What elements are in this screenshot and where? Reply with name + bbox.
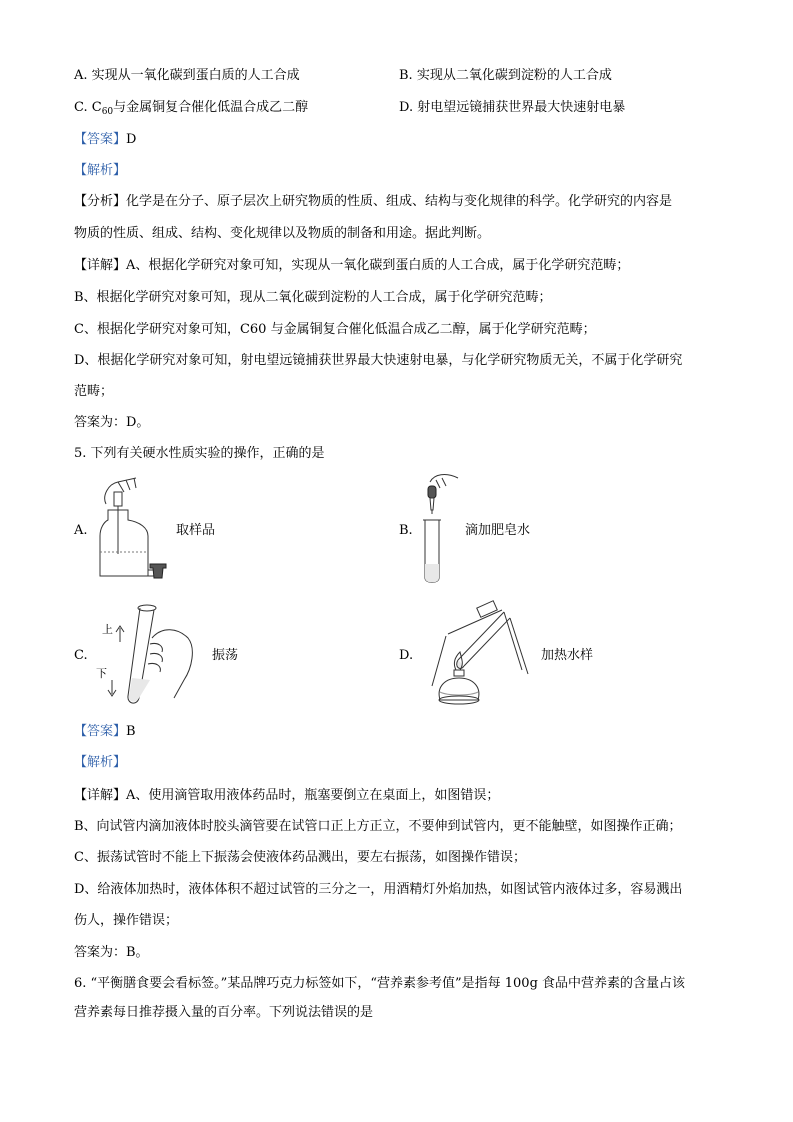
q5-option-b-letter: B. <box>399 523 413 538</box>
q5-option-c-letter: C. <box>74 648 88 663</box>
q4-option-c-suffix: 与金属铜复合催化低温合成乙二醇 <box>113 100 309 115</box>
q5-detail-d-line1: D、给液体加热时，液体体积不超过试管的三分之一，用酒精灯外焰加热，如图试管内液体过多，容易溅出 <box>74 882 683 897</box>
q5-answer-tag: 【答案】 <box>74 724 127 739</box>
q4-detail-tag: 【详解】 <box>74 258 127 273</box>
q4-detail-c: C、根据化学研究对象可知，C60 与金属铜复合催化低温合成乙二醇，属于化学研究范畴； <box>74 322 596 337</box>
arrow-down-label: 下 <box>96 667 107 680</box>
hand-shaking-test-tube-figure <box>92 598 202 710</box>
q5-detail-d-line2: 伤人，操作错误； <box>74 913 179 928</box>
q4-option-c-subscript: 60 <box>101 107 114 117</box>
q5-option-c-label: 振荡 <box>212 648 239 663</box>
q4-fenxi-tag: 【分析】 <box>74 194 127 209</box>
q4-option-b: B. 实现从二氧化碳到淀粉的人工合成 <box>399 68 612 83</box>
q4-detail-d-line1: D、根据化学研究对象可知，射电望远镜捕获世界最大快速射电暴，与化学研究物质无关，不属于化学研究 <box>74 353 683 368</box>
q5-detail-a <box>74 786 499 806</box>
q6-line1: 6. “平衡膳食要会看标签。”某品牌巧克力标签如下，“营养素参考值”是指每 100g 食品中营养素的含量占该 <box>74 976 686 991</box>
q4-detail-a-text: A、根据化学研究对象可知，实现从一氧化碳到蛋白质的人工合成，属于化学研究范畴； <box>126 258 630 273</box>
q4-detail-b: B、根据化学研究对象可知，现从二氧化碳到淀粉的人工合成，属于化学研究范畴； <box>74 290 552 305</box>
q5-option-d-label: 加热水样 <box>541 648 594 663</box>
bottle-stopper-icon <box>148 562 168 580</box>
q5-option-a-label: 取样品 <box>176 523 216 538</box>
q5-detail-b: B、向试管内滴加液体时胶头滴管要在试管口正上方正立，不要伸到试管内，更不能触壁，如图操作正确； <box>74 819 682 834</box>
q5-stem: 5. 下列有关硬水性质实验的操作，正确的是 <box>74 446 325 461</box>
q5-detail-a-text: A、使用滴管取用液体药品时，瓶塞要倒立在桌面上，如图错误； <box>126 788 500 803</box>
q4-option-c <box>74 98 308 122</box>
test-tube-dropper-icon <box>416 470 464 586</box>
q4-option-a: A. 实现从一氧化碳到蛋白质的人工合成 <box>74 68 300 83</box>
arrow-up-label: 上 <box>102 623 113 636</box>
q5-option-b-label: 滴加肥皂水 <box>465 523 531 538</box>
q5-option-a-letter: A. <box>74 523 88 538</box>
q4-answer <box>74 130 136 150</box>
q4-detail-a <box>74 256 629 276</box>
q5-detail-c: C、振荡试管时不能上下振荡会使液体药品溅出，要左右振荡，如图操作错误； <box>74 850 526 865</box>
q4-answer-tag: 【答案】 <box>74 132 127 147</box>
q4-fenxi-line2: 物质的性质、组成、结构、变化规律以及物质的制备和用途。据此判断。 <box>74 226 491 241</box>
q4-fenxi <box>74 192 672 212</box>
q5-analysis-tag: 【解析】 <box>74 755 127 770</box>
q4-option-c-prefix: C. C <box>74 100 102 115</box>
heating-test-tube-figure <box>418 600 538 712</box>
dropper-over-test-tube-figure <box>416 470 464 586</box>
alcohol-lamp-test-tube-icon <box>418 600 538 712</box>
q4-detail-d-line2: 范畴； <box>74 384 114 399</box>
q5-answer-value: B <box>126 724 136 739</box>
q6-line2: 营养素每日推荐摄入量的百分率。下列说法错误的是 <box>74 1005 374 1020</box>
q5-final-answer: 答案为：B。 <box>74 945 149 960</box>
q4-final-answer: 答案为：D。 <box>74 415 150 430</box>
q4-option-d: D. 射电望远镜捕获世界最大快速射电暴 <box>399 100 626 115</box>
q5-answer <box>74 722 136 742</box>
q4-fenxi-line1: 化学是在分子、原子层次上研究物质的性质、组成、结构与变化规律的科学。化学研究的内容是 <box>126 194 673 209</box>
q5-option-d-letter: D. <box>399 648 414 663</box>
q4-answer-value: D <box>126 132 137 147</box>
shaking-test-tube-icon <box>92 598 202 710</box>
q4-analysis-tag: 【解析】 <box>74 163 127 178</box>
q5-detail-tag: 【详解】 <box>74 788 127 803</box>
